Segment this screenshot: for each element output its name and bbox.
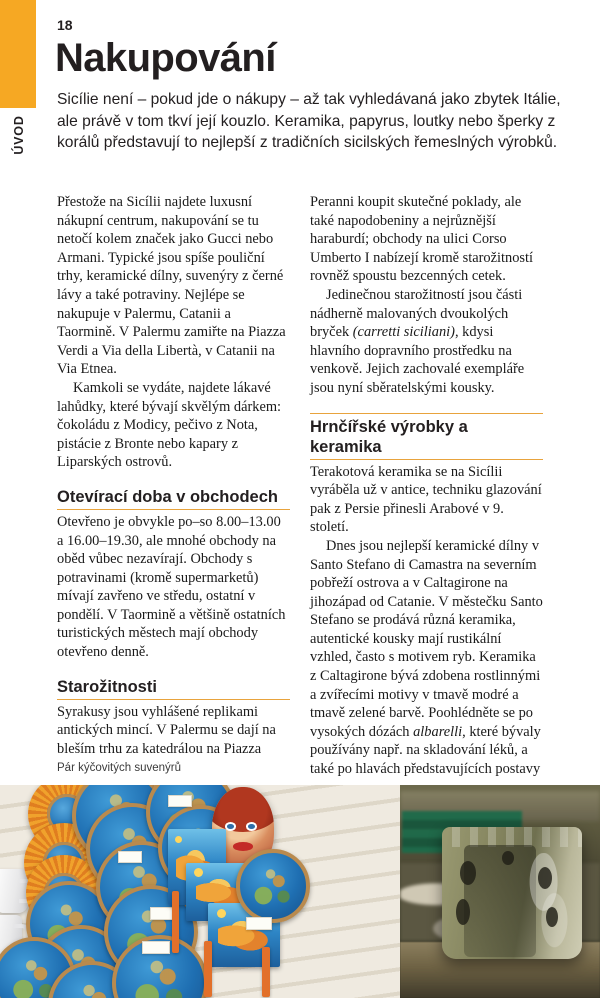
mask-eye <box>227 824 234 829</box>
vessel-piercing <box>538 867 552 889</box>
tile-sun <box>175 836 183 844</box>
section-color-tab <box>0 0 36 108</box>
tile-sun <box>217 909 226 918</box>
body-column-left <box>57 193 290 758</box>
price-tag <box>142 941 170 954</box>
section-heading: Otevírací doba v obchodech <box>57 487 290 510</box>
price-tag <box>118 851 142 863</box>
price-tag <box>168 795 192 807</box>
body-paragraph <box>310 286 543 398</box>
page-title: Nakupování <box>55 36 276 80</box>
vessel-piercing <box>502 851 514 865</box>
mini-easel-leg <box>204 941 212 997</box>
pierced-ceramic-vessel <box>442 827 582 959</box>
body-column-right <box>310 193 543 779</box>
section-heading-block <box>57 487 290 510</box>
body-paragraph <box>310 537 543 779</box>
paragraph-text-run: Dnes jsou nejlepší keramické dílny v Santo Stefano di Camastra na severním pobřeží ostrova a v Caltagirone na jihozápad od Catanie. V městečku Santo Stefano se prodává různá keramika, autentické kousky mají rustikální vzhled, často s motivem ryb. Keramika z Caltagirone bývá zdobena rostlinnými a zvířecími motivy v tmavě modré a tmavě zelené barvě. Poohlédněte se po vysokých dózách <box>310 537 543 740</box>
section-heading: Starožitnosti <box>57 677 290 700</box>
vessel-piercing <box>456 899 470 925</box>
mini-easel-leg <box>262 947 270 997</box>
souvenir-plate <box>236 849 310 923</box>
page-number: 18 <box>57 17 73 33</box>
section-heading-block <box>310 413 543 460</box>
vessel-piercing <box>460 861 476 885</box>
paragraph-text-run: , které bývaly používány např. na skladování léků, a také po hlavách představujících postavy <box>310 723 541 778</box>
mask-hair <box>212 787 274 832</box>
tile-sun <box>194 868 203 877</box>
photo-olive-glazed-pierced-ceramic-vessel <box>400 785 600 998</box>
italic-term: (carretti siciliani) <box>352 324 455 341</box>
photo-ceramic-souvenir-plates-market-stall <box>0 785 400 998</box>
body-paragraph: Kamkoli se vydáte, najdete lákavé lahůdky, které bývají skvělým dárkem: čokoládu z Modicy, pečivo z Nota, pistácie z Bronte nebo kapary z Liparských ostrovů. <box>57 379 282 471</box>
price-tag <box>246 917 272 930</box>
paragraph-text-run: Jedinečnou starožitností jsou části nádherně malovaných dvoukolých bryček <box>310 286 523 341</box>
section-heading-block <box>57 677 290 700</box>
mask-lips <box>233 842 253 850</box>
body-paragraph: Peranni koupit skutečné poklady, ale také napodobeniny a nejrůznější haraburdí; obchody na ulici Corso Umberto I nabízejí kromě starožitností rovněž spoustu bezcenných cetek. <box>310 194 533 285</box>
vessel-piercing <box>546 907 558 927</box>
photo-caption: Pár kýčovitých suvenýrů <box>57 762 181 774</box>
paragraph-text-run: , kdysi hlavního dopravního prostředku na venkově. Jejich zachovalé exempláře jsou nyní sběratelskými kousky. <box>310 324 525 396</box>
photo-strip <box>0 785 600 998</box>
vessel-scroll-relief <box>522 853 576 949</box>
body-paragraph: Syrakusy jsou vyhlášené replikami antických mincí. V Palermu se dají na bleším trhu za katedrálou na Piazza <box>57 703 276 757</box>
body-paragraph: Terakotová keramika se na Sicílii vyráběla už v antice, techniku glazování pak z Persie přinesli Arabové v 9. století. <box>310 463 542 536</box>
intro-standfirst: Sicílie není – pokud jde o nákupy – až tak vyhledávaná jako zbytek Itálie, ale právě v tom tkví její kouzlo. Keramika, papyrus, loutky nebo šperky z korálů představují to nejlepší z tradičních sicilských řemeslných výrobků. <box>57 91 561 151</box>
section-tab-label: ÚVOD <box>12 115 26 155</box>
italic-term: albarelli <box>413 723 463 740</box>
section-heading: Hrnčířské výrobky a keramika <box>310 413 543 460</box>
white-mug <box>0 869 28 913</box>
vessel-scalloped-rim <box>442 827 582 847</box>
mini-easel-leg <box>172 891 179 953</box>
body-paragraph: Přestože na Sicílii najdete luxusní nákupní centrum, nakupování se tu netočí kolem značek jako Gucci nebo Armani. Typické jsou spíše pouliční trhy, keramické dílny, suvenýry z černé lávy a také potraviny. Nejlépe se nakupuje v Palermu, Catanii a Taormině. V Palermu zamiřte na Piazza Verdi a Via della Libertà, v Catanii na Via Etnea. <box>57 194 286 378</box>
body-paragraph: Otevřeno je obvykle po–so 8.00–13.00 a 16.00–19.30, ale mnohé obchody na oběd vůbec nezavírají. Obchody s potravinami (kromě supermarketů) mívají zavřeno ve středu, ostatní v pondělí. V Taormině a většině ostatních turistických městech mají obchody otevřeno denně. <box>57 513 286 661</box>
